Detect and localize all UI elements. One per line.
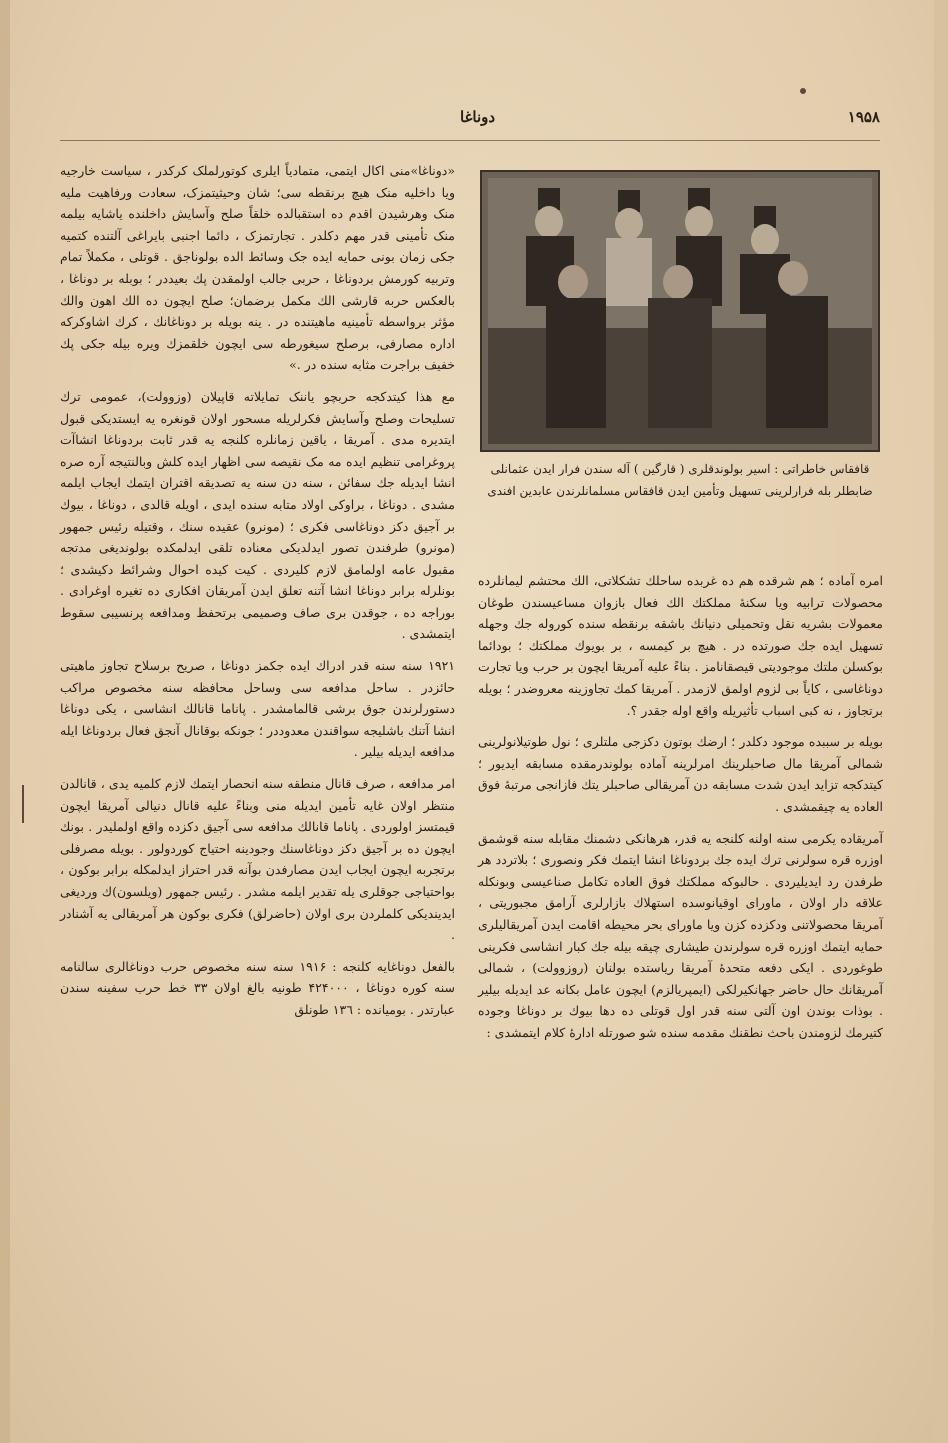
paragraph: مع هذا کیتدکجه حربچو یاننک تمایلاته قاپیلان (وزوولت)، عمومی ترك تسلیحات وصلح وآسایش فکرلریله مسحور اولان قونغره یه ایستدیکی قبول ایتدیره مدی . آمریقا ، یاقین زمانلره کلنجه یه قدر ثابت بردوناغا انشاآت پروغرامی تنظیم ایده مه مک نقیصه سی اظهار ایده کلش وبالنتیجه آره صره انشا ایدیله جك سفائن ، سنه دن سنه یه تصدیقه اقتران ایتمك ایجاب ایلمه مشدی . دوناغا ، براوکی اولاد متابه سنده ایدی ، اویله قالدی ، دوناغا ، بیوك بر آجیق دکز دوناغاسی فکری ؛ (مونرو) عقیده سنك ، وقتیله رئیس جمهور (مونرو) طرفندن تصور ایدلدیکی معناده تلقی ایدلمکده بولوندیغی مدتجه مقبول عامه اولمامق لازم کلیردی . کیت کیده احوال وشرائط دکیشدی ؛ بونلرله برابر دوناغا انشا آتنه تعلق ایدن آمریقان افکاری ده تغیره اوغرادی . بوراجه ده ، جوقدن بری صاف وصمیمی برتحفظ ومدافعه پرنسیبی سقوط ایتمشدی . (60, 388, 455, 642)
header-rule (60, 140, 880, 141)
group-photo (480, 170, 880, 452)
paragraph: بالفعل دوناغایه کلنجه : ۱۹۱۶ سنه سنه مخصوص حرب دوناغالری سالنامه سنه کوره دوناغا ، ۴۲۴۰۰۰ طونیه بالغ اولان ۳۳ خط حرب سفینه سندن عبارتدر . بوميانده : ۱۳٦ طونلق (60, 958, 455, 1017)
page-edge-right (934, 0, 948, 1443)
page-header (60, 108, 880, 138)
paragraph: ۱۹۲۱ سنه سنه قدر ادراك ایده جکمز دوناغا ، صریح برسلاح تجاوز ماهیتی حائزدر . ساحل مدافعه سی وساحل محافظه سنه مخصوص مراکب دستورلرندن جوق برشی قالمامشدر . پاناما قانالك انشاسی ، یکی دوناغا انشا آتنك باشلیجه سواقندن معدوددر ؛ جونکه بوقانال آنجق فعال بردوناغا ایله مدافعه ایدیله بیلیر . (60, 658, 455, 760)
margin-mark (22, 785, 24, 823)
article-right-column (478, 570, 883, 1053)
print-mark (800, 88, 806, 94)
article-left-column (60, 160, 455, 1031)
running-title: دوناغا (460, 108, 496, 126)
photo-image (488, 178, 872, 444)
paragraph: امر مدافعه ، صرف قانال منطقه سنه انحصار ایتمك لازم کلمیه یدی ، قانالدن منتظر اولان غایه تأمین ایدیله منی وبناءً علیه قانال دنیالی آمریقا ایچون قیمتسز اولوردی . پاناما قانالك مدافعه سی آجیق دکزده واقع اولملیدر . بونك ایچون ده بر آجیق دکز دوناغاسنك وجودینه احتیاج کوردولور . بویله مصرفلی برتجربه ایچون ایجاب ایدن مصارفدن بوآنه قدر احتراز ایدلمکله برابر بوکون ، بواحتیاجی جوقلری یله تقدیر ایلمه مشدر . رئیس جمهور (ویلسون)ك وردیغی ایدیندیکی کلملردن بری اولان (حاضرلق) فکری بوکون هر آمریقالی یه آشنادر . (60, 776, 455, 943)
photo-caption: قافقاس خاطراتی : اسیر بولوندقلری ( قارگین ) آله سندن فرار ایدن عثمانلی ضابطلر بله فرارلرینی تسهیل وتأمین ایدن قافقاس مسلمانلرندن عابدین افندی (487, 462, 873, 498)
paragraph: بویله بر سببده موجود دکلدر ؛ ارضك بوتون دکزجی ملتلری ؛ نول طوتیلانولرینی شمالی آمریقا مال صاحبلرینك امرلرینه آماده بولوندرمقده مسابقه ایدیور ؛ کیتدکجه تزاید ایدن شدت مسابقه دن آمریقالی صاحبلر یتك فازانجی مرتبهٔ فوق العاده یه چیقمشدی . (478, 734, 883, 814)
paragraph: آمریقاده یکرمی سنه اولنه کلنجه یه قدر، هرهانکی دشمنك مقابله سنه قوشمق اوزره قره سولرنی ترك ایده جك بردوناغا انشا ایتمك فکر ونصوری ؛ بلاتردد هر طرفدن رد ایدیلیردی . حالبوکه مملکتك فوق العاده تکامل صناعیسی وبونکله علاقه دار اولان ، ماورای اوقیانوسده استهلاك بازارلری آرامق مجبوریتی ، آمریقا محصولاتنی ودکزده کزن ویا ماورای بحر محیطه اقامت ایدن آمریقالیلری حمایه ایتمك اوزره قره سولرندن طیشاری چیقه بیله جك کبار انشاسی فکرینی طوغوردی . ایکی دفعه متحدهٔ آمریقا ریاستده بولنان (روزوولت) ، شمالی آمریقانك حال حاضر جهانکیرلکی (ایمپریالزم) ایچون عامل بکانه عد ایدیله بیلیر . بوذات بوندن اون آلتی سنه قدر اول قوتلی ده دها بیوك بر دوناغا وجوده کتیرمك لزومندن باحث نطقنك مقدمه سنده شو صورتله ادارهٔ کلام ایتمشدی : (478, 830, 883, 1040)
page-number: ۱۹۵۸ (847, 108, 880, 126)
page-edge-left (0, 0, 10, 1443)
paragraph: «دوناغا»منی اکال ایتمی، متمادیاً ایلری کوتورلملک کرکدر ، سیاست خارجیه ویا داخلیه منک هیچ برنقطه سی؛ شان وحیثیتمزک، سعادت ورفاهیت ملیه منک وهرشیدن اقدم ده استقبالده خلقاً صلح وآسایش داخلنده یاشایه بیلمه منک تأمینی قدر مهم دکلدر . تجارتمزک ، دائما اجنبی بایراغی آلتنده کتمیه جکی زمان بونی حمایه ایده جک وسائط الده بولوناجق . قوتلی ، مکملاً تمام وتربیه کورمش بردوناغا ، حربی جالب اولمقدن پك بعیددر ؛ بوبله بر دوناغا ، بالعکس حربه قارشی الك مکمل برضمان؛ صلح ایچون ده الك اهون والك مؤثر برواسطه تأمینیه ماهیتنده در . ینه بویله بر دوناغانك ، کرك اشاوکرکه اداره مصارفی، برصلح سیغورطه سی ایچون خلقمزك ویره بیله جکی پك خفیف براجرت مثابه سنده در .» (60, 163, 455, 373)
photo-figures (488, 178, 872, 444)
paragraph: امره آماده ؛ هم شرقده هم ده غربده ساحلك تشکلاتی، الك محتشم لیمانلرده محصولات ترابیه ویا سکنهٔ مملکتك الك فعال بازوان مساعیسندن طوغان معمولات بشریه نقل وتحمیلی دنیانك باشقه برنقطه سنده کوروله جك وجهله تسهیل ایده جك صورتده در . هیچ بر کیمسه ، بر بویوك مملکتك ؛ بودائما بوکسلن ملتك موجودیتی قیصقانامز . بناءً علیه آمریقا ایچون بر حرب ویا تجارت دوناغاسی ، کایاً بی لزوم اولمق لازمدر . آمریقا کمك تجاوزینه معروضدر ؛ بویله برتجاوز ، نه کبی اسباب تأثیریله واقع اوله جقدر ؟. (478, 573, 883, 718)
